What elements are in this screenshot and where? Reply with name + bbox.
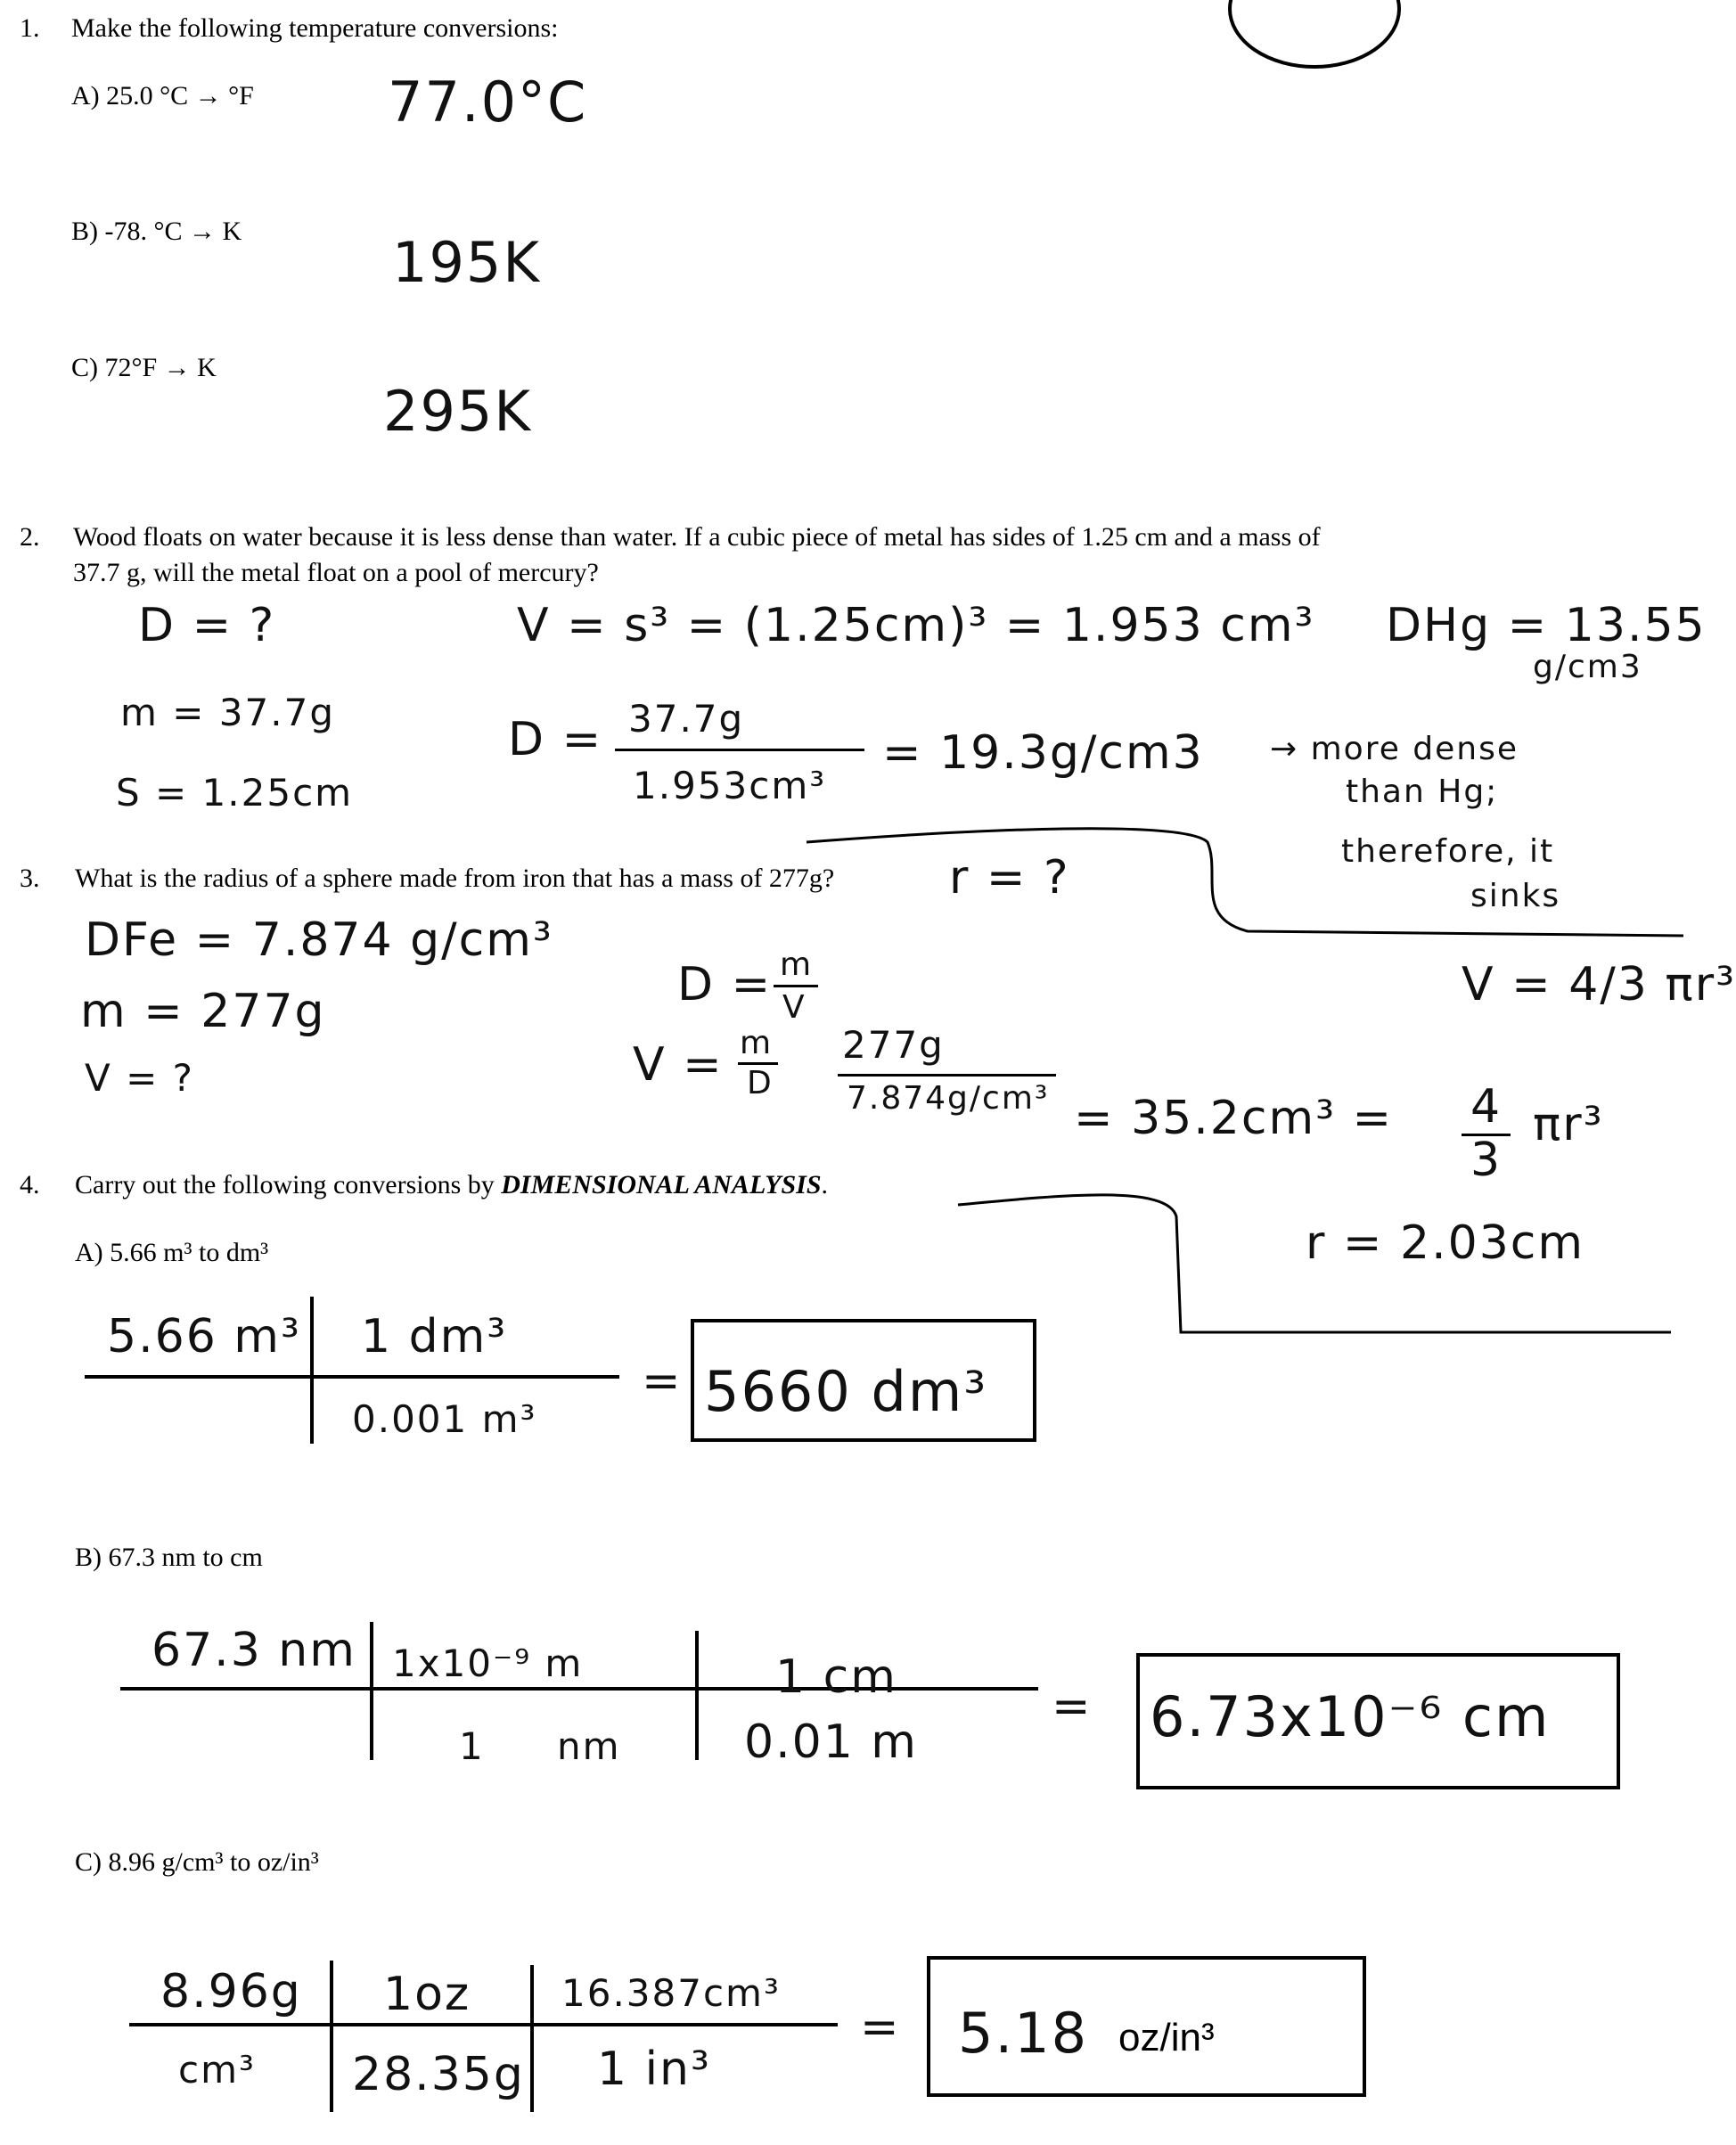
q4b-f1-num: 1x10⁻⁹ m — [392, 1641, 584, 1685]
q2-note-2: than Hg; — [1346, 774, 1499, 810]
q4b-divider-2 — [695, 1631, 699, 1760]
q2-note-1: → more dense — [1270, 731, 1519, 767]
q3-d-formula-num: m — [780, 946, 814, 983]
q2-density-result: = 19.3g/cm3 — [882, 726, 1204, 780]
q4b-answer: 6.73x10⁻⁶ cm — [1150, 1684, 1551, 1749]
q1c-label: C) 72°F → K — [71, 353, 217, 382]
q4a-start: 5.66 m³ — [107, 1310, 301, 1363]
q3-r-unknown: r = ? — [949, 851, 1070, 905]
q4a-divider — [310, 1297, 314, 1444]
q1a-label: A) 25.0 °C → °F — [71, 81, 254, 111]
q2-volume: V = s³ = (1.25cm)³ = 1.953 cm³ — [517, 599, 1315, 652]
q1a-answer: 77.0°C — [388, 70, 588, 135]
grade-circle — [1230, 0, 1399, 67]
q3-d-formula-den: V — [782, 989, 807, 1026]
q3-frac-den: 3 — [1470, 1134, 1503, 1187]
q4-number — [20, 1169, 40, 1201]
q1b-answer: 195K — [392, 230, 541, 295]
q2-density-num: 37.7g — [628, 697, 745, 741]
q4a-f1-num: 1 dm³ — [361, 1310, 508, 1363]
q4c-start-den: cm³ — [178, 2048, 256, 2092]
q3-prompt: What is the radius of a sphere made from iron that has a mass of 277g? — [75, 864, 835, 893]
q4c-divider-2 — [530, 1965, 534, 2112]
q4-prompt-pre: Carry out the following conversions by — [75, 1170, 502, 1199]
q4a-main-line — [85, 1375, 619, 1379]
q4b-main-line — [120, 1687, 1038, 1691]
q4a-answer: 5660 dm³ — [704, 1359, 988, 1424]
q2-side: S = 1.25cm — [116, 771, 354, 815]
q2-mass: m = 37.7g — [120, 691, 335, 734]
q4c-answer-hw: 5.18 — [958, 2001, 1089, 2066]
q3-pi-r3: πr³ — [1533, 1098, 1604, 1151]
q4a-f1-den: 0.001 m³ — [352, 1397, 537, 1441]
q2-d-unknown: D = ? — [138, 599, 276, 652]
q4c-divider-1 — [330, 1961, 333, 2112]
q3-v-unknown: V = ? — [85, 1056, 194, 1100]
q3-v-calc-lhs: V = — [633, 1038, 724, 1092]
q4b-f2-num: 1 cm — [775, 1650, 897, 1704]
q4c-eq: = — [860, 2001, 901, 2054]
q3-v-calc-frac-den: D — [747, 1065, 774, 1101]
q4a-label: A) 5.66 m³ to dm³ — [75, 1238, 269, 1267]
q2-note-4: sinks — [1470, 878, 1561, 914]
q4-prompt-post: . — [821, 1170, 829, 1199]
q3-r-result: r = 2.03cm — [1306, 1216, 1585, 1270]
q3-frac-num: 4 — [1470, 1080, 1503, 1134]
q4c-f1-den: 28.35g — [352, 2048, 525, 2101]
q3-v-calc-num: 277g — [842, 1023, 945, 1067]
q4b-label: B) 67.3 nm to cm — [75, 1543, 263, 1572]
q2-density-label: D = — [508, 713, 603, 766]
q1-number: 1. — [20, 13, 40, 43]
q2-note-3: therefore, it — [1341, 833, 1555, 870]
q3-d-formula-lhs: D = — [677, 958, 773, 1011]
q2-dhg: DHg = 13.55 — [1386, 599, 1707, 652]
q4-number-text: 4. — [20, 1170, 40, 1199]
q4c-f2-num: 16.387cm³ — [561, 1971, 781, 2015]
q4b-eq: = — [1052, 1680, 1093, 1733]
q4b-f2-den: 0.01 m — [744, 1715, 918, 1769]
q2-number: 2. — [20, 522, 40, 552]
q2-density-bar — [615, 749, 864, 751]
q4a-eq: = — [642, 1355, 683, 1408]
q4c-main-line — [129, 2023, 838, 2026]
q4b-divider-1 — [370, 1622, 373, 1760]
q3-mass: m = 277g — [80, 985, 326, 1038]
q3-dfe: DFe = 7.874 g/cm³ — [85, 913, 553, 967]
q4c-answer-unit: oz/in³ — [1118, 2016, 1215, 2059]
q3-v-calc-frac-num: m — [740, 1025, 774, 1061]
q3-d-formula-bar — [774, 985, 818, 987]
q1c-answer: 295K — [383, 379, 532, 444]
q1-prompt: Make the following temperature conversions: — [71, 13, 559, 43]
q2-prompt-line1: Wood floats on water because it is less dense than water. If a cubic piece of metal has sides of 1.25 cm and a mass of — [73, 522, 1321, 552]
q3-v-calc-den: 7.874g/cm³ — [847, 1080, 1050, 1117]
q4b-f1-den-a: 1 — [459, 1724, 485, 1768]
q3-sphere-formula: V = 4/3 πr³ — [1462, 958, 1736, 1011]
q4b-start: 67.3 nm — [151, 1624, 356, 1677]
q2-prompt-line2: 37.7 g, will the metal float on a pool of mercury? — [73, 558, 599, 587]
q4c-f1-num: 1oz — [383, 1968, 471, 2021]
q2-density-den: 1.953cm³ — [633, 764, 827, 807]
q3-v-calc-bar — [838, 1074, 1056, 1077]
q4b-f1-den-b: nm — [557, 1724, 621, 1768]
q1b-label: B) -78. °C → K — [71, 217, 242, 246]
q2-dhg-unit: g/cm3 — [1533, 649, 1642, 685]
q4-prompt — [75, 1169, 828, 1201]
q4c-start-num: 8.96g — [160, 1965, 302, 2018]
q4-prompt-emphasis: DIMENSIONAL ANALYSIS — [501, 1170, 822, 1199]
q4c-label: C) 8.96 g/cm³ to oz/in³ — [75, 1847, 319, 1877]
q3-v-result: = 35.2cm³ = — [1074, 1092, 1394, 1145]
q4c-f2-den: 1 in³ — [597, 2043, 711, 2096]
q3-number: 3. — [20, 864, 40, 893]
